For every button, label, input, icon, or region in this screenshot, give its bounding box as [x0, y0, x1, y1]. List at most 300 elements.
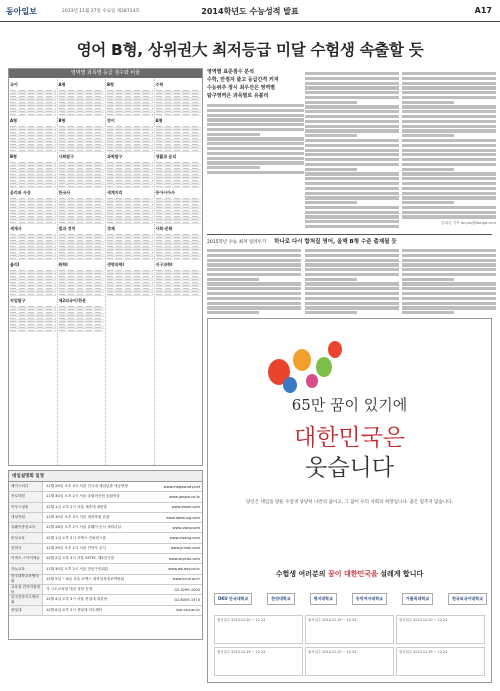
info-box-label: 종로학원 [9, 492, 43, 501]
text-line [305, 215, 399, 218]
table-row [107, 257, 153, 260]
text-line [402, 215, 496, 218]
text-line [305, 129, 399, 132]
grade-table-column [106, 79, 155, 465]
text-line [207, 152, 304, 155]
table-row [10, 293, 56, 296]
grade-table-rows [59, 89, 105, 116]
text-line [305, 110, 399, 113]
sponsor-logo: 동덕여자대학교 [352, 593, 387, 605]
table-row [107, 113, 153, 116]
text-line [402, 182, 496, 185]
text-line [402, 149, 496, 152]
grade-table-subject: B형 [10, 154, 17, 159]
text-line [305, 101, 357, 104]
text-line [402, 254, 496, 257]
table-row [10, 113, 56, 116]
info-box-url: 02-3299-1000 [174, 587, 200, 592]
text-line [305, 292, 399, 295]
sponsor-logo: 가톨릭대학교 [402, 593, 433, 605]
text-line [402, 101, 454, 104]
byline: 김희균 기자 foryou@donga.com [441, 220, 496, 225]
text-line [402, 187, 496, 190]
ad-body: 당신은 대입을 앞둔 수험생 당당히 나만의 꿈이고, 그 꿈이 우리 사회의 희망입니다. 꿈은 멈추지 않습니다. [246, 500, 453, 505]
grade-table-rows [59, 197, 105, 224]
sponsor-logo: 명지대학교 [310, 593, 337, 605]
text-line [402, 263, 496, 266]
text-line [207, 263, 301, 266]
text-line [402, 259, 496, 262]
grade-table-subject: 경제 [107, 226, 115, 231]
table-row [107, 185, 153, 188]
grade-table-subject: B형 [107, 82, 114, 87]
text-line [305, 86, 399, 89]
text-line [305, 187, 399, 190]
grade-table-subject: 물리I [10, 262, 20, 267]
text-line [402, 278, 454, 281]
text-line [402, 86, 496, 89]
info-box-label: 메가스터디 [9, 482, 43, 491]
grade-table-rows [156, 89, 202, 116]
article-subheads [207, 68, 304, 233]
grade-table-rows [156, 125, 202, 152]
info-box-label: 진학사 [9, 544, 43, 553]
text-line [402, 206, 496, 209]
text-line [207, 278, 259, 281]
balloon-image [283, 377, 297, 393]
article-column [305, 245, 399, 315]
ad-sponsor-logos [214, 589, 487, 609]
grade-table-subject: A형 [155, 118, 163, 123]
page-headline: 영어 B형, 상위권大 최저등급 미달 수험생 속출할 듯 [76, 41, 424, 59]
ad-tagline-post: 설레게 합니다 [380, 570, 424, 578]
info-box-url: www.megastudy.net [163, 484, 200, 489]
text-line [402, 273, 496, 276]
text-line [402, 82, 496, 85]
balloon-image [306, 374, 318, 388]
text-line [402, 249, 496, 252]
grade-table-rows [10, 233, 56, 260]
sponsor-logo: DKU 단국대학교 [214, 593, 252, 605]
grade-table-rows [10, 125, 56, 152]
grade-table-subject: 화학I [58, 262, 68, 267]
article-column [402, 245, 496, 315]
sponsor-logo: 한국외국어대학교 [448, 593, 487, 605]
text-line [305, 263, 399, 266]
text-line [207, 249, 301, 252]
grade-table-rows [59, 269, 105, 296]
text-line [305, 105, 399, 108]
text-line [207, 133, 260, 136]
text-line [305, 172, 399, 175]
text-line [402, 77, 496, 80]
text-line [305, 96, 399, 99]
grade-table-rows [59, 125, 105, 152]
info-box [8, 470, 203, 640]
info-box-row [9, 595, 202, 605]
table-row [107, 149, 153, 152]
table-row [10, 185, 56, 188]
text-line [305, 268, 399, 271]
text-line [305, 282, 399, 285]
table-row [107, 293, 153, 296]
text-line [207, 128, 304, 131]
grade-table-subject: 세계지리 [107, 190, 123, 195]
table-row [59, 113, 105, 116]
info-box-url: www.uway.com [172, 525, 200, 530]
text-line [207, 109, 304, 112]
text-line [207, 142, 304, 145]
info-box-row [9, 503, 202, 513]
grade-table-subject: 제2외국어/한문 [58, 298, 86, 303]
ad-footer-grid [214, 615, 487, 677]
grade-table-rows [107, 233, 153, 260]
text-line [305, 273, 399, 276]
article-subhead: 탐구영역은 과목별로 유불리 [207, 93, 269, 99]
info-box-label: 대성학원 [9, 513, 43, 522]
ad-tagline [208, 569, 491, 579]
text-line [305, 311, 357, 314]
info-box-row [9, 585, 202, 595]
info-box-text: 12월 6일 오후 2시 중앙대 아트센터 [46, 607, 103, 612]
grade-table-rows [10, 89, 56, 116]
info-box-row [9, 575, 202, 585]
info-box-row [9, 554, 202, 564]
text-line [305, 278, 357, 281]
info-box-text: 11월 29일 오후 2시 서울 진학사 본사 [46, 545, 106, 550]
table-row [59, 185, 105, 188]
ad-slogan: 65만 꿈이 있기에 [291, 396, 408, 414]
text-line [207, 137, 304, 140]
info-box-text: 12월 1일 오후 2시 서울 세종대 대양홀 [46, 504, 108, 509]
article-subhead: 수학, 만점자 줄고 등급간격 커져 [207, 77, 279, 83]
text-line [207, 254, 301, 257]
text-line [402, 163, 496, 166]
grade-table [8, 68, 203, 466]
text-line [402, 201, 454, 204]
text-line [402, 177, 496, 180]
info-box-label: 교육청 진학지원센터 [9, 585, 43, 594]
text-line [402, 96, 496, 99]
text-line [402, 105, 496, 108]
text-line [207, 273, 301, 276]
text-line [207, 147, 304, 150]
ad-headline: 웃습니다 [305, 455, 394, 481]
info-box-url: ipsi.cau.ac.kr [176, 608, 200, 613]
table-row [59, 257, 105, 260]
ad-tagline-em: 꿈이 대한민국을 [327, 570, 378, 578]
info-box-text: 11월 30일 오후 2시 서울 올림픽공원 올림픽홀 [46, 494, 120, 499]
text-line [305, 91, 399, 94]
text-line [305, 82, 399, 85]
text-line [305, 163, 399, 166]
text-line [207, 104, 304, 107]
text-line [207, 297, 301, 300]
grade-table-columns [9, 79, 202, 465]
table-row [10, 221, 56, 224]
info-box-title: 대입설명회 일정 [9, 471, 202, 482]
info-box-url: www.visang.com [169, 536, 200, 541]
advertisement [207, 318, 492, 683]
text-line [402, 134, 454, 137]
table-row [107, 221, 153, 224]
text-line [305, 259, 399, 262]
table-row [59, 329, 105, 332]
text-line [402, 268, 496, 271]
info-box-url: www.jongro.co.kr [169, 494, 200, 499]
article-column [207, 245, 301, 315]
info-box-url: www.jinhak.com [170, 546, 200, 551]
ad-headline-red: 대한민국은 [293, 425, 406, 451]
section-title: 2014학년도 수능성적 발표 [201, 7, 299, 16]
text-line [207, 268, 301, 271]
grade-table-title: 영역별 과목별 등급 점수와 비율 [9, 69, 202, 78]
text-line [207, 123, 304, 126]
text-line [305, 192, 399, 195]
grade-table-subject: 직업탐구 [10, 298, 26, 303]
text-line [207, 114, 304, 117]
grade-table-subject: 사회·문화 [155, 226, 173, 231]
text-line [305, 134, 357, 137]
text-line [402, 297, 496, 300]
table-row [156, 149, 202, 152]
text-line [207, 259, 301, 262]
text-line [305, 297, 399, 300]
info-box-label: 한국진학지도협의회 [9, 595, 43, 604]
grade-table-rows [107, 125, 153, 152]
text-line [207, 287, 301, 290]
grade-table-rows [156, 161, 202, 188]
text-line [402, 282, 496, 285]
page-number: A17 [474, 6, 492, 15]
text-line [305, 225, 399, 228]
grade-table-subject: 생활과 윤리 [155, 154, 177, 159]
text-line [402, 196, 496, 199]
text-line [207, 161, 304, 164]
text-line [402, 302, 496, 305]
ad-footer-cell: 원서접수 2013.12.20 ~ 12.23 [214, 615, 303, 644]
info-box-text: 12월 5일 ~ 8일 서울 코엑스 대학입학정보박람회 [46, 576, 125, 581]
text-line [402, 139, 496, 142]
text-line [402, 168, 454, 171]
text-line [402, 306, 496, 309]
text-line [305, 72, 399, 75]
text-line [402, 311, 454, 314]
text-line [305, 168, 357, 171]
grade-table-subject: A형 [58, 82, 66, 87]
text-line [305, 115, 399, 118]
grade-table-rows [156, 233, 202, 260]
info-box-url: www.skyedu.com [168, 556, 200, 561]
balloon-image [328, 341, 342, 358]
text-line [207, 166, 260, 169]
article-column [402, 68, 496, 226]
text-line [207, 292, 301, 295]
grade-table-rows [59, 161, 105, 188]
text-line [207, 282, 301, 285]
text-line [402, 292, 496, 295]
grade-table-rows [10, 305, 56, 332]
info-box-label: 한국대학교육협의회 [9, 575, 43, 584]
info-box-url: 02-6009-1573 [174, 597, 200, 602]
grade-table-rows [59, 305, 105, 332]
info-box-url: www.daesung.com [166, 515, 200, 520]
info-box-row [9, 482, 202, 492]
text-line [207, 311, 259, 314]
grade-table-subject: 사회탐구 [58, 154, 74, 159]
table-row [59, 293, 105, 296]
subsection-title: 하나로 다시 합쳐질 영어, 올해 B형 수준 출제될 듯 [274, 239, 397, 245]
info-box-label: 유웨이중앙교육 [9, 523, 43, 532]
text-line [305, 211, 399, 214]
text-line [207, 306, 301, 309]
grade-table-subject: A형 [10, 118, 17, 123]
info-box-text: 11월 30일 오후 2시 서울 강남구민회관 [46, 566, 109, 571]
text-line [402, 120, 496, 123]
grade-table-subject: 영어 [107, 118, 115, 123]
table-row [10, 149, 56, 152]
grade-table-rows [156, 197, 202, 224]
article-subhead: 영역별 표준점수 분석 [207, 69, 254, 75]
text-line [305, 125, 399, 128]
text-line [402, 129, 496, 132]
info-box-url: www.etoos.com [171, 505, 200, 510]
text-line [402, 158, 496, 161]
grade-table-subject: 한국사 [58, 190, 71, 195]
text-line [402, 153, 496, 156]
table-row [156, 113, 202, 116]
info-box-text: 11월 28일 오후 2시 서울 유웨이 본사 세미나실 [46, 525, 121, 530]
text-line [207, 171, 304, 174]
text-line [402, 211, 496, 214]
grade-table-rows [107, 161, 153, 188]
text-line [305, 196, 399, 199]
grade-table-column [58, 79, 107, 465]
info-box-row [9, 533, 202, 543]
info-box-label: 하늘교육 [9, 564, 43, 573]
info-box-row [9, 523, 202, 533]
text-line [402, 287, 496, 290]
grade-table-column [9, 79, 58, 465]
table-row [156, 257, 202, 260]
text-line [305, 77, 399, 80]
info-box-label: 비상교육 [9, 533, 43, 542]
grade-table-subject: 과학탐구 [107, 154, 123, 159]
ad-footer-cell: 원서접수 2013.12.19 ~ 12.23 [305, 615, 394, 644]
article-column [305, 68, 399, 230]
info-box-url: www.edusky.co.kr [168, 567, 200, 572]
info-box-label: 중앙대 [9, 606, 43, 615]
table-row [156, 185, 202, 188]
grade-table-rows [107, 197, 153, 224]
text-line [305, 177, 399, 180]
newspaper-logo: 동아일보 [6, 6, 37, 16]
info-box-text: 12월 2일 오후 3시 서울 SETEC 제3전시장 [46, 556, 114, 561]
info-box-text: 각 시도교육청 대입 상담 운영 [46, 587, 93, 592]
grade-table-rows [107, 89, 153, 116]
grade-table-subject: 국어 [10, 82, 18, 87]
article-subhead: 수능위주 정시 최우선은 영역별 [207, 85, 276, 91]
info-box-row [9, 492, 202, 502]
info-box-rows [9, 482, 202, 616]
info-box-label: 이투스청솔 [9, 503, 43, 512]
text-line [305, 254, 399, 257]
text-line [305, 220, 399, 223]
info-box-text: 11월 30일 오후 3시 서울 대성학원 본관 [46, 515, 110, 520]
text-line [305, 158, 399, 161]
sponsor-logo: 한양대학교 [267, 593, 294, 605]
grade-table-subject: 윤리와 사상 [10, 190, 31, 195]
ad-footer-cell: 원서접수 2013.12.19 ~ 12.24 [396, 647, 485, 676]
grade-table-subject: 세계사 [10, 226, 22, 231]
ad-footer-cell: 원서접수 2013.12.20 ~ 12.23 [305, 647, 394, 676]
grade-table-column [155, 79, 203, 465]
table-row [59, 221, 105, 224]
grade-table-subject: 지구과학I [155, 262, 173, 267]
info-box-url: www.kcue.or.kr [172, 577, 200, 582]
text-line [305, 249, 399, 252]
balloon-image [293, 349, 311, 371]
text-line [305, 120, 399, 123]
ad-footer-cell: 원서접수 2013.12.19 ~ 12.24 [214, 647, 303, 676]
info-box-text: 12월 4일 오후 3시 서울 중앙대 대강당 [46, 597, 108, 602]
grade-table-subject: 생명과학I [107, 262, 124, 267]
table-row [156, 293, 202, 296]
info-box-row [9, 544, 202, 554]
grade-table-rows [10, 269, 56, 296]
info-box-row [9, 606, 202, 616]
text-line [305, 201, 357, 204]
text-line [305, 144, 399, 147]
text-line [207, 157, 304, 160]
grade-table-subject: 법과 정치 [58, 226, 76, 231]
info-box-label: 커넥츠 스카이에듀 [9, 554, 43, 563]
ad-footer-cell: 원서접수 2013.12.20 ~ 12.24 [396, 615, 485, 644]
text-line [305, 153, 399, 156]
grade-table-subject: 동아시아사 [155, 190, 175, 195]
table-row [156, 221, 202, 224]
text-line [305, 306, 399, 309]
text-line [305, 149, 399, 152]
text-line [305, 206, 399, 209]
info-box-row [9, 513, 202, 523]
text-line [305, 139, 399, 142]
text-line [402, 110, 496, 113]
grade-table-rows [107, 269, 153, 296]
text-line [402, 72, 496, 75]
text-line [305, 287, 399, 290]
text-line [305, 182, 399, 185]
text-line [402, 91, 496, 94]
info-box-text: 11월 29일 오후 3시 서울 건국대 새천년관 대공연장 [46, 484, 128, 489]
text-line [207, 302, 301, 305]
table-row [10, 257, 56, 260]
grade-table-rows [10, 161, 56, 188]
issue-info: 2013년 11월 27일 수요일 제28714호 [62, 9, 140, 14]
text-line [402, 192, 496, 195]
table-row [59, 149, 105, 152]
ad-tagline-pre: 수험생 여러분의 [275, 570, 326, 578]
article-body-text [207, 104, 304, 174]
text-line [207, 118, 304, 121]
masthead [0, 0, 500, 22]
info-box-text: 12월 1일 오후 3시 코엑스 컨퍼런스룸 [46, 535, 106, 540]
grade-table-rows [156, 269, 202, 296]
table-row [10, 329, 56, 332]
text-line [402, 144, 496, 147]
text-line [402, 172, 496, 175]
text-line [402, 115, 496, 118]
